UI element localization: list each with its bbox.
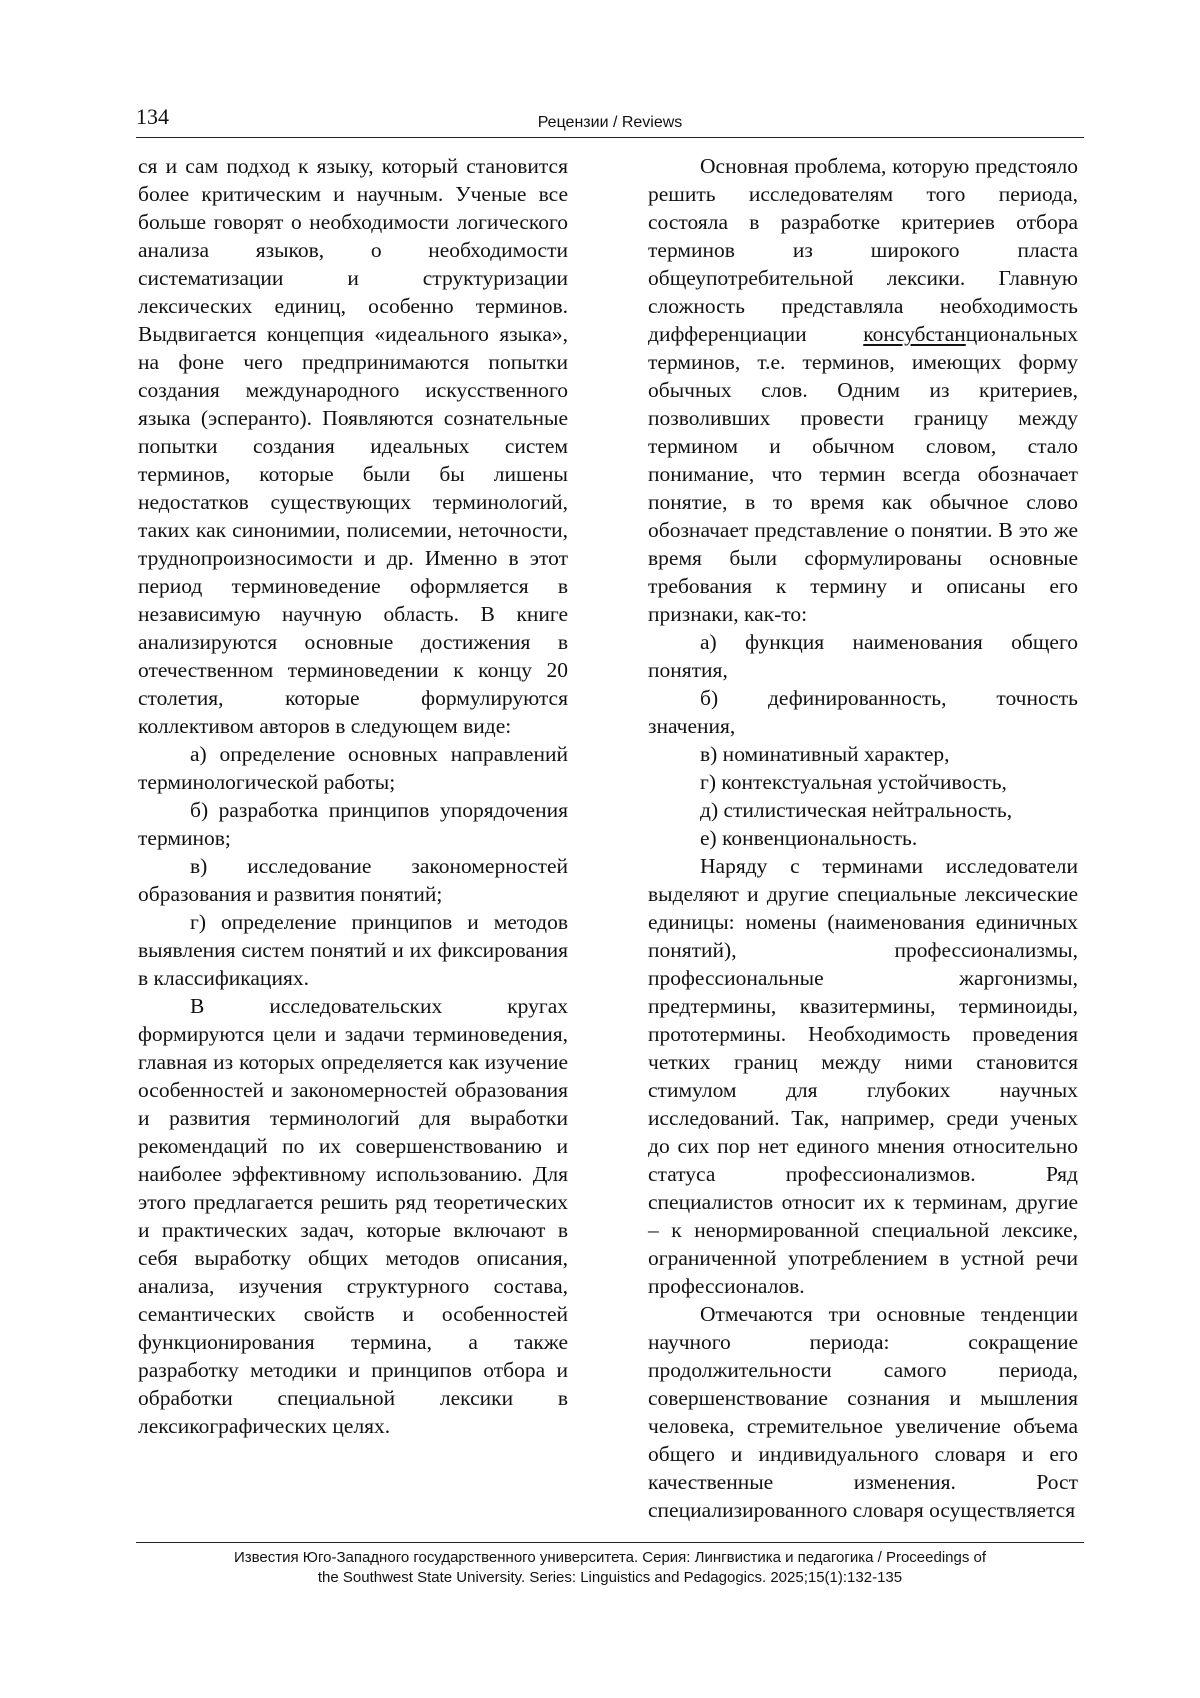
left-list-item-d: г) определение принципов и методов выявления систем понятий и их фиксирования в классификациях. bbox=[138, 910, 568, 990]
right-paragraph-2: Наряду с терминами исследователи выделяют и другие специальные лексические единицы: номены (наименования единичных понятий), профессионализмы, профессиональные жаргонизмы, предтермины, квазитермины, терминоиды, прототермины. Необходимость проведения четких границ между ними становится стимулом для глубоких научных исследований. Так, например, среди ученых до сих пор нет единого мнения относительно статуса профессионализмов. Ряд специалистов относит их к терминам, другие – к ненормированной специальной лексике, ограниченной употреблением в устной речи профессионалов. bbox=[648, 854, 1078, 1298]
underlined-term: консубстан bbox=[863, 322, 966, 346]
right-column bbox=[648, 152, 1078, 1524]
footer-citation bbox=[136, 1548, 1084, 1588]
left-column bbox=[138, 152, 568, 1440]
right-paragraph-1 bbox=[648, 152, 1078, 628]
right-list-item-c: в) номинативный характер, bbox=[700, 742, 950, 766]
page-number: 134 bbox=[136, 104, 169, 129]
left-list-item-c: в) исследование закономерностей образования и развития понятий; bbox=[138, 854, 568, 906]
right-list-item-f: е) конвенциональность. bbox=[700, 826, 918, 850]
left-paragraph-2: В исследовательских кругах формируются цели и задачи терминоведения, главная из которых определяется как изучение особенностей и закономерностей образования и развития терминологий для выработки рекомендаций по их совершенствованию и наиболее эффективному использованию. Для этого предлагается решить ряд теоретических и практических задач, которые включают в себя выработку общих методов описания, анализа, изучения структурного состава, семантических свойств и особенностей функционирования термина, а также разработку методики и принципов отбора и обработки специальной лексики в лексикографических целях. bbox=[138, 994, 568, 1438]
footer-rule bbox=[136, 1542, 1084, 1543]
right-paragraph-1-end: циональных терминов, т.е. терминов, имеющих форму обычных слов. Одним из критериев, позволивших провести границу между термином и обычном словом, стало понимание, что термин всегда обозначает понятие, в то время как обычное слово обозначает представление о понятии. В это же время были сформулированы основные требования к термину и описаны его признаки, как-то: bbox=[648, 322, 1078, 626]
right-list-item-a: а) функция наименования общего понятия, bbox=[648, 630, 1078, 682]
right-list-item-b: б) дефинированность, точность значения, bbox=[648, 686, 1078, 738]
running-head: Рецензии / Reviews bbox=[537, 114, 683, 131]
header-rule bbox=[136, 137, 1084, 138]
footer-line-1: Известия Юго-Западного государственного университета. Серия: Лингвистика и педагогика / Proceedings of bbox=[233, 1549, 987, 1566]
footer-line-2: the Southwest State University. Series: Linguistics and Pedagogics. 2025;15(1):132-135 bbox=[317, 1569, 903, 1586]
right-paragraph-1-start: Основная проблема, которую предстояло решить исследователям того периода, состояла в разработке критериев отбора терминов из широкого пласта общеупотребительной лексики. Главную сложность представляла необходимость дифференциации bbox=[648, 154, 1078, 346]
left-paragraph-1: ся и сам подход к языку, который становится более критическим и научным. Ученые все больше говорят о необходимости логического анализа языков, о необходимости систематизации и структуризации лексических единиц, особенно терминов. Выдвигается концепция «идеального языка», на фоне чего предпринимаются попытки создания международного искусственного языка (эсперанто). Появляются сознательные попытки создания идеальных систем терминов, которые были бы лишены недостатков существующих терминологий, таких как синонимии, полисемии, неточности, труднопроизносимости и др. Именно в этот период терминоведение оформляется в независимую научную область. В книге анализируются основные достижения в отечественном терминоведении к концу 20 столетия, которые формулируются коллективом авторов в следующем виде: bbox=[138, 154, 568, 738]
right-list-item-d: г) контекстуальная устойчивость, bbox=[700, 770, 1007, 794]
left-list-item-a: а) определение основных направлений терминологической работы; bbox=[138, 742, 568, 794]
right-list-item-e: д) стилистическая нейтральность, bbox=[700, 798, 1013, 822]
right-paragraph-3: Отмечаются три основные тенденции научного периода: сокращение продолжительности самого периода, совершенствование сознания и мышления человека, стремительное увеличение объема общего и индивидуального словаря и его качественные изменения. Рост специализированного словаря осуществляется bbox=[648, 1302, 1078, 1522]
left-list-item-b: б) разработка принципов упорядочения терминов; bbox=[138, 798, 568, 850]
